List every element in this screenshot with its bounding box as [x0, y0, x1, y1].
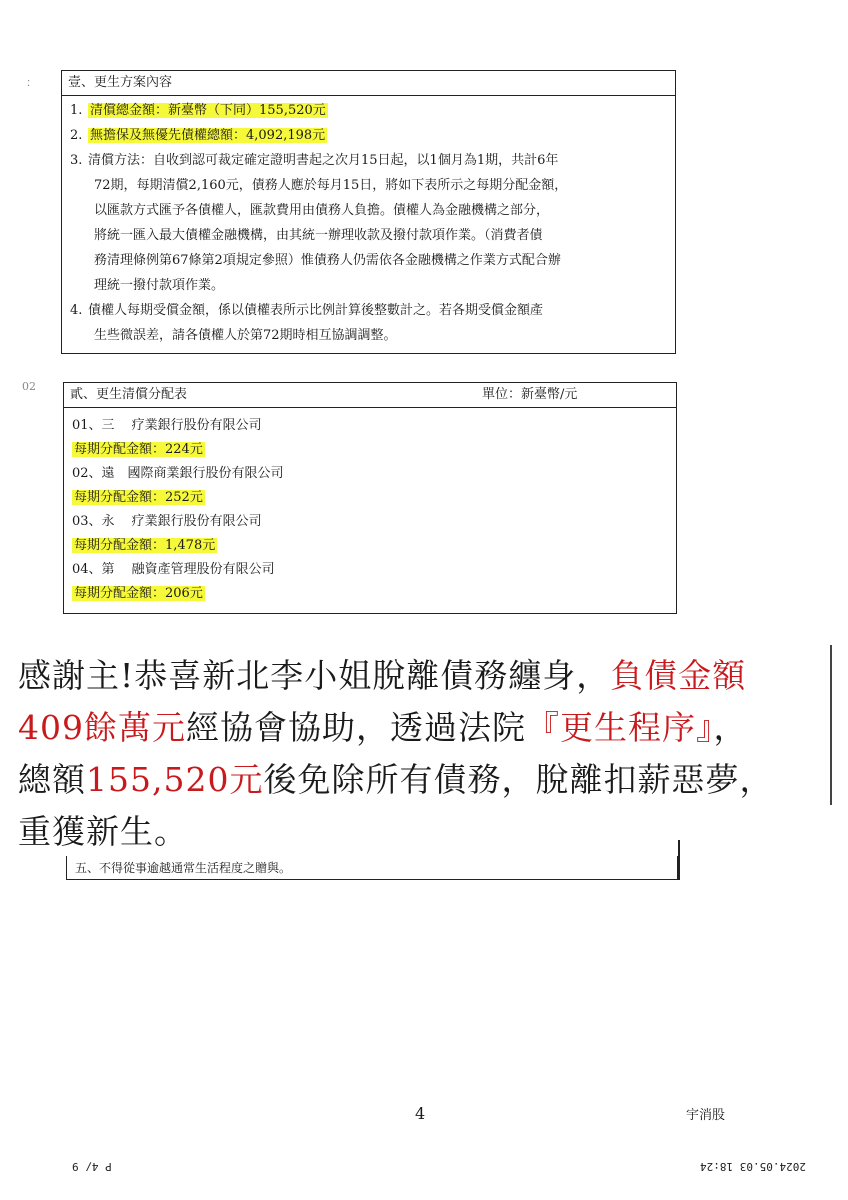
creditor-amount: 每期分配金額：1,478元 — [74, 538, 216, 553]
section1-title: 壹、更生方案內容 — [62, 71, 675, 96]
creditor-amount: 每期分配金額：252元 — [74, 490, 203, 505]
section5-row: 五、不得從事逾越通常生活程度之贈與。 — [66, 856, 678, 880]
item4-line: 債權人每期受償金額，係以債權表所示比例計算後整數計之。若各期受償金額產 — [88, 303, 544, 318]
announcement-part: 後免除所有債務，脫離扣薪惡夢，重獲新生。 — [18, 760, 774, 851]
creditor-list — [64, 408, 676, 606]
creditor-name: 01、三 疗業銀行股份有限公司 — [72, 418, 262, 433]
creditor-name: 02、遠 國際商業銀行股份有限公司 — [72, 466, 284, 481]
creditor-name: 03、永 疗業銀行股份有限公司 — [72, 514, 262, 529]
announcement-text — [18, 650, 778, 858]
creditor-amount: 每期分配金額：206元 — [74, 586, 203, 601]
item3-line: 理統一撥付款項作業。 — [94, 278, 225, 293]
item3-line: 將統一匯入最大債權金融機構，由其統一辦理收款及撥付款項作業。（消費者債 — [94, 228, 543, 243]
plan-item-3 — [70, 148, 667, 298]
announcement-part: 經協會協助，透過法院 — [186, 708, 526, 747]
doc-stamp: 宇消股 — [686, 1108, 726, 1123]
item3-line: 清償方法：自收到認可裁定確定證明書起之次月15日起，以1個月為1期，共計6年 — [88, 153, 559, 168]
plan-item-2 — [70, 123, 667, 148]
item3-line: 務清理條例第67條第2項規定參照）惟債務人仍需依各金融機構之作業方式配合辦 — [94, 253, 561, 268]
margin-mark-1: ： — [26, 76, 37, 89]
item-number: 1. — [70, 103, 83, 118]
item3-line: 72期，每期清償2,160元，債務人應於每月15日，將如下表所示之每期分配金額， — [94, 178, 568, 193]
scan-edge-line — [830, 645, 832, 805]
section5-border — [678, 840, 680, 880]
procedure-highlight: 『更生程序』 — [526, 708, 714, 747]
item-number: 2. — [70, 128, 83, 143]
unsecured-debt-total: 無擔保及無優先債權總額：4,092,198元 — [90, 128, 326, 143]
creditor-name: 04、第 融資產管理股份有限公司 — [72, 562, 275, 577]
margin-mark-2: 02 — [22, 380, 36, 393]
plan-item-4 — [70, 298, 667, 348]
section2-box — [63, 382, 677, 614]
section2-header — [64, 383, 676, 408]
plan-item-1 — [70, 98, 667, 123]
section1-box — [61, 70, 676, 354]
page-number: 4 — [415, 1104, 426, 1123]
total-amount-highlight: 155,520元 — [86, 760, 264, 799]
item3-line: 以匯款方式匯予各債權人，匯款費用由債務人負擔。債權人為金融機構之部分， — [94, 203, 550, 218]
currency-unit: 單位：新臺幣/元 — [482, 387, 578, 402]
item4-line: 生些微誤差，請各債權人於第72期時相互協調調整。 — [94, 328, 397, 343]
section2-title: 貳、更生清償分配表 — [70, 387, 188, 402]
debt-amount-highlight: 負債金額409餘萬元 — [18, 656, 747, 747]
total-repayment: 清償總金額：新臺幣（下同）155,520元 — [90, 103, 326, 118]
announcement-part: 感謝主!恭喜新北李小姐脫離債務纏身， — [18, 656, 611, 695]
item-number: 3. — [70, 153, 83, 168]
fax-page-indicator: P 4/ 9 — [72, 1160, 112, 1173]
creditor-amount: 每期分配金額：224元 — [74, 442, 203, 457]
item-number: 4. — [70, 303, 83, 318]
announcement-part: ，總額 — [18, 708, 748, 799]
fax-timestamp: 2024.05.03 18:24 — [700, 1160, 806, 1173]
